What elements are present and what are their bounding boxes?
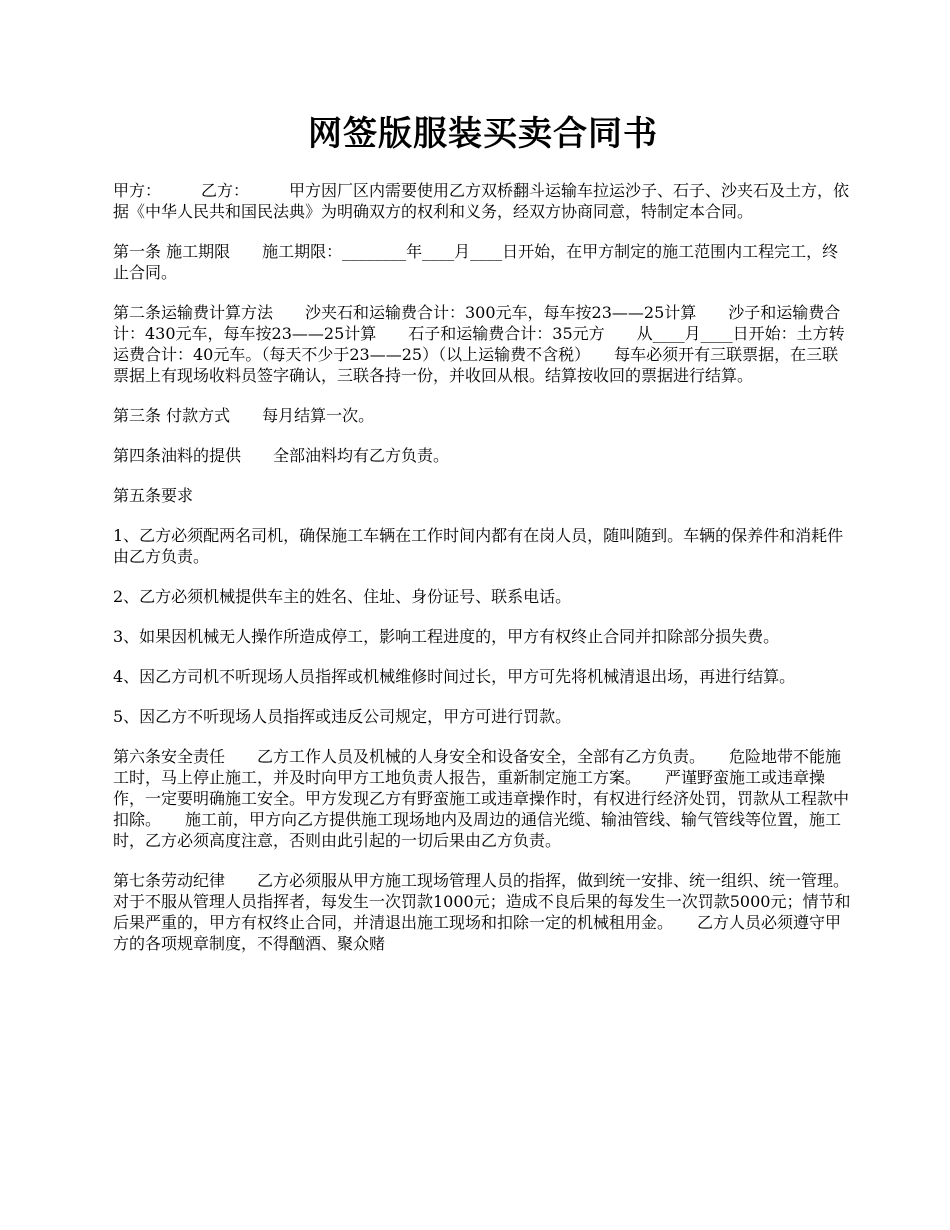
intro-paragraph: 甲方： 乙方： 甲方因厂区内需要使用乙方双桥翻斗运输车拉运沙子、石子、沙夹石及土方，依据《中华人民共和国民法典》为明确双方的权利和义务，经双方协商同意，特制定本合同。 (113, 181, 850, 221)
requirement-item-1: 1、乙方必须配两名司机，确保施工车辆在工作时间内都有在岗人员，随叫随到。车辆的保养件和消耗件由乙方负责。 (113, 526, 844, 566)
document-title: 网签版服装买卖合同书 (308, 114, 658, 154)
article-2-transport-fee: 第二条运输费计算方法 沙夹石和运输费合计：300元车，每车按23——25计算 沙子和运输费合计：430元车，每车按23——25计算 石子和运输费合计：35元方 从____月____日开始：土方转运费合计：40元车。（每天不少于23——25）（以上运输费不含税） 每车必须开有三联票据，在三联票据上有现场收料员签字确认，三联各持一份，并收回从根。结算按收回的票据进行结算。 (113, 303, 845, 385)
requirement-item-4: 4、因乙方司机不听现场人员指挥或机械维修时间过长，甲方可先将机械清退出场，再进行结算。 (113, 667, 796, 686)
article-6-safety: 第六条安全责任 乙方工作人员及机械的人身安全和设备安全，全部有乙方负责。 危险地带不能施工时，马上停止施工，并及时向甲方工地负责人报告，重新制定施工方案。 严谨野蛮施工或违章操作，一定要明确施工安全。甲方发现乙方有野蛮施工或违章操作时，有权进行经济处罚，罚款从工程款中扣除。 施工前，甲方向乙方提供施工现场地内及周边的通信光缆、输油管线、输气管线等位置，施工时，乙方必须高度注意，否则由此引起的一切后果由乙方负责。 (113, 747, 850, 850)
requirement-item-3: 3、如果因机械无人操作所造成停工，影响工程进度的，甲方有权终止合同并扣除部分损失费。 (113, 627, 780, 646)
article-7-discipline: 第七条劳动纪律 乙方必须服从甲方施工现场管理人员的指挥，做到统一安排、统一组织、统一管理。对于不服从管理人员指挥者，每发生一次罚款1000元；造成不良后果的每发生一次罚款5000元；情节和后果严重的，甲方有权终止合同，并清退出施工现场和扣除一定的机械租用金。 乙方人员必须遵守甲方的各项规章制度，不得酗酒、聚众赌 (113, 871, 851, 953)
article-5-heading: 第五条要求 (113, 486, 194, 505)
requirement-item-2: 2、乙方必须机械提供车主的姓名、住址、身份证号、联系电话。 (113, 587, 572, 606)
requirement-item-5: 5、因乙方不听现场人员指挥或违反公司规定，甲方可进行罚款。 (113, 707, 572, 726)
article-4-fuel-supply: 第四条油料的提供 全部油料均有乙方负责。 (113, 446, 450, 465)
article-1-construction-period: 第一条 施工期限 施工期限：________年____月____日开始，在甲方制定的施工范围内工程完工，终止合同。 (113, 242, 839, 282)
document-page (113, 110, 853, 973)
article-3-payment-method: 第三条 付款方式 每月结算一次。 (113, 406, 375, 425)
